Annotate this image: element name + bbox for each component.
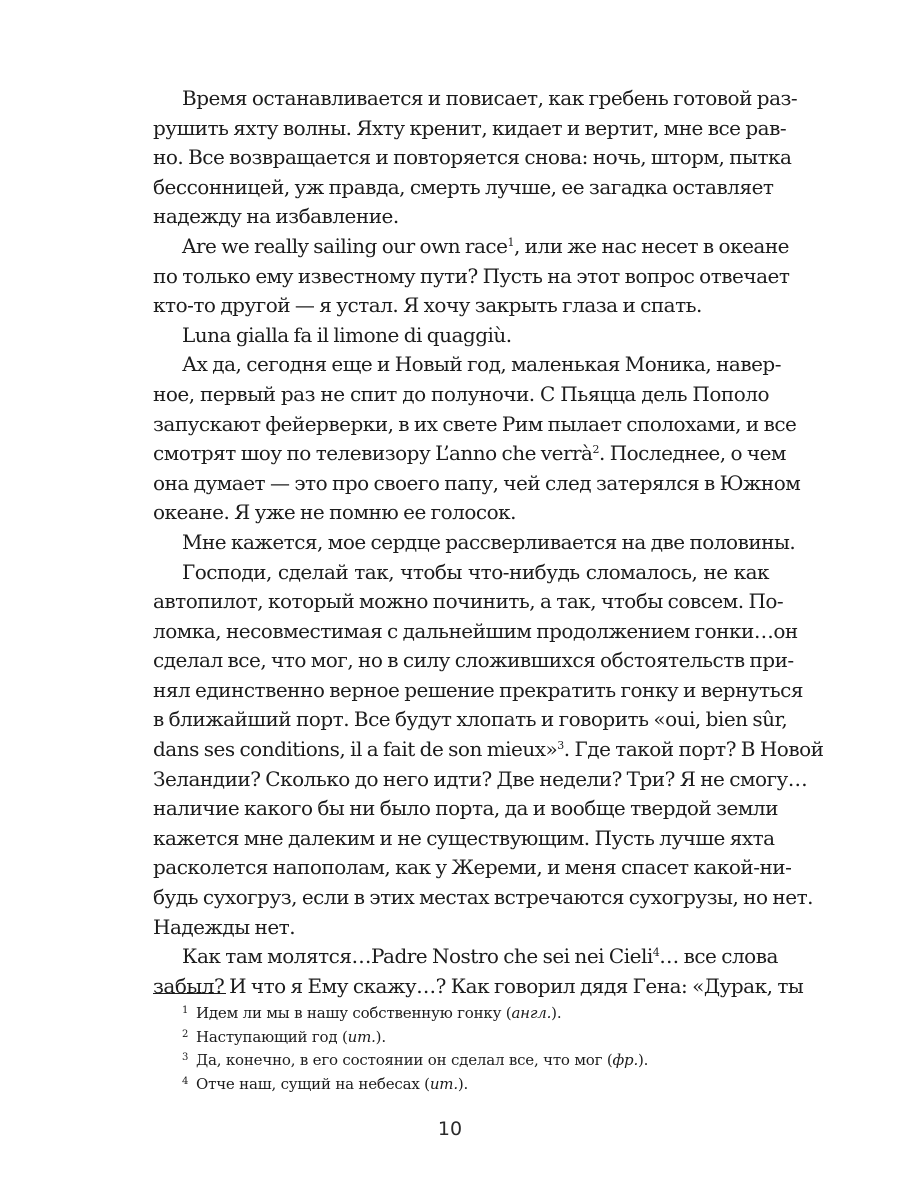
text-segment: Ах да, сегодня еще и Новый год, маленькая Моника, навер- [182, 352, 781, 377]
footnote-end: ). [457, 1074, 469, 1093]
text-line [153, 202, 769, 232]
text-segment: забыл? И что я Ему скажу…? Как говорил дядя Гена: «Дурак, ты [153, 973, 804, 998]
footnote: 3 Да, конечно, в его состоянии он сделал все, что мог (фр.). [182, 1051, 649, 1069]
text-segment: , или же нас несет в океане [513, 233, 790, 258]
footnote-end: ). [638, 1051, 649, 1069]
text-line [153, 114, 787, 144]
text-line [153, 498, 769, 528]
text-line [153, 262, 790, 292]
footnote-ref: 3 [557, 739, 564, 753]
footnote-ref: 2 [592, 443, 599, 457]
text-segment: океане. Я уже не помню ее голосок. [153, 500, 516, 525]
page-number: 10 [437, 1118, 463, 1140]
footnotes [182, 1002, 742, 1096]
text-segment: по только ему известному пути? Пусть на этот вопрос отвечает [153, 263, 790, 288]
text-segment: расколется напополам, как у Жереми, и меня спасет какой-ни- [153, 855, 792, 880]
text-segment: кто-то другой — я устал. Я хочу закрыть глаза и спать. [153, 293, 702, 318]
text-segment: . Где такой порт? В Новой [563, 737, 824, 762]
text-segment: запускают фейерверки, в их свете Рим пылает сполохами, и все [153, 411, 797, 436]
footnote-ref: 4 [652, 946, 660, 960]
text-segment: Как там молятся…Padre Nostro che sei nei Cieli [182, 944, 653, 969]
text-segment: Are we really sailing our own race [182, 233, 508, 258]
footnote-language: ит. [347, 1027, 376, 1046]
text-segment: Время останавливается и повисает, как гребень готовой раз- [182, 86, 798, 110]
text-line [153, 883, 813, 913]
text-segment: . Последнее, о чем [598, 441, 786, 466]
text-line [153, 735, 824, 765]
text-line [153, 587, 784, 617]
footnote-text: Идем ли мы в нашу собственную гонку ( [196, 1004, 512, 1022]
text-line [153, 617, 798, 647]
text-line [153, 765, 808, 795]
text-line [153, 84, 798, 114]
text-line [153, 646, 794, 676]
footnote-text: Отче наш, сущий на небесах ( [196, 1074, 430, 1093]
text-line [153, 143, 792, 173]
footnote-text: Да, конечно, в его состоянии он сделал все, что мог ( [196, 1051, 613, 1069]
text-segment: наличие какого бы ни было порта, да и вообще твердой земли [153, 796, 778, 821]
footnote-ref: 1 [507, 235, 514, 249]
text-segment: dans ses conditions, il a fait de son mieux» [153, 737, 558, 762]
footnote-language: ит. [429, 1074, 458, 1093]
text-line [153, 410, 797, 440]
footnote: 1 Идем ли мы в нашу собственную гонку (англ.). [182, 1004, 562, 1022]
text-line [153, 291, 769, 321]
text-line [153, 350, 781, 380]
text-segment: надежду на избавление. [153, 204, 399, 229]
text-line [153, 853, 792, 883]
text-line [153, 439, 786, 469]
text-line [153, 824, 775, 854]
text-segment: рушить яхту волны. Яхту кренит, кидает и вертит, мне все рав- [153, 115, 787, 140]
text-segment: нял единственно верное решение прекратить гонку и вернуться [153, 677, 803, 702]
text-line [153, 173, 774, 203]
text-segment: Надежды нет. [153, 914, 296, 939]
text-line [153, 972, 804, 1002]
footnote-language: англ. [511, 1004, 552, 1022]
text-line [153, 380, 769, 410]
text-line [153, 232, 790, 262]
footnote-end: ). [551, 1004, 562, 1022]
text-line [153, 321, 769, 351]
footnote: 2 Наступающий год (ит.). [182, 1027, 386, 1046]
footnote: 4 Отче наш, сущий на небесах (ит.). [182, 1074, 469, 1093]
text-segment: Luna gialla fa il limone di quaggiù. [182, 322, 512, 347]
text-segment: смотрят шоу по телевизору L’anno che verrà [153, 441, 593, 466]
text-line [153, 528, 796, 558]
text-line [153, 942, 778, 972]
text-segment: в ближайший порт. Все будут хлопать и говорить «oui, bien sûr, [153, 707, 788, 732]
footnote-separator [153, 993, 226, 994]
footnote-end: ). [375, 1027, 386, 1046]
text-line [153, 558, 769, 588]
footnote-language: фр. [612, 1051, 639, 1069]
text-line [153, 794, 778, 824]
text-segment: ное, первый раз не спит до полуночи. С Пьяцца дель Пополо [153, 381, 769, 406]
text-line [153, 676, 803, 706]
text-line [153, 469, 801, 499]
body-text [153, 84, 824, 1001]
text-segment: бессонницей, уж правда, смерть лучше, ее загадка оставляет [153, 174, 774, 199]
text-segment: Мне кажется, мое сердце рассверливается на две половины. [182, 529, 796, 554]
text-line [153, 705, 788, 735]
text-segment: но. Все возвращается и повторяется снова: ночь, шторм, пытка [153, 145, 792, 170]
text-segment: она думает — это про своего папу, чей след затерялся в Южном [153, 470, 801, 495]
text-segment: сделал все, что мог, но в силу сложившихся обстоятельств при- [153, 648, 794, 673]
text-segment: будь сухогруз, если в этих местах встречаются сухогрузы, но нет. [153, 885, 813, 910]
text-segment: … все слова [659, 944, 778, 969]
text-segment: автопилот, который можно починить, а так, чтобы совсем. По- [153, 589, 784, 614]
text-segment: ломка, несовместимая с дальнейшим продолжением гонки…он [153, 618, 798, 643]
text-segment: кажется мне далеким и не существующим. Пусть лучше яхта [153, 825, 775, 850]
text-segment: Зеландии? Сколько до него идти? Две недели? Три? Я не смогу… [153, 766, 808, 791]
footnote-text: Наступающий год ( [196, 1027, 348, 1046]
text-line [153, 913, 769, 943]
text-segment: Господи, сделай так, чтобы что-нибудь сломалось, не как [182, 559, 769, 584]
